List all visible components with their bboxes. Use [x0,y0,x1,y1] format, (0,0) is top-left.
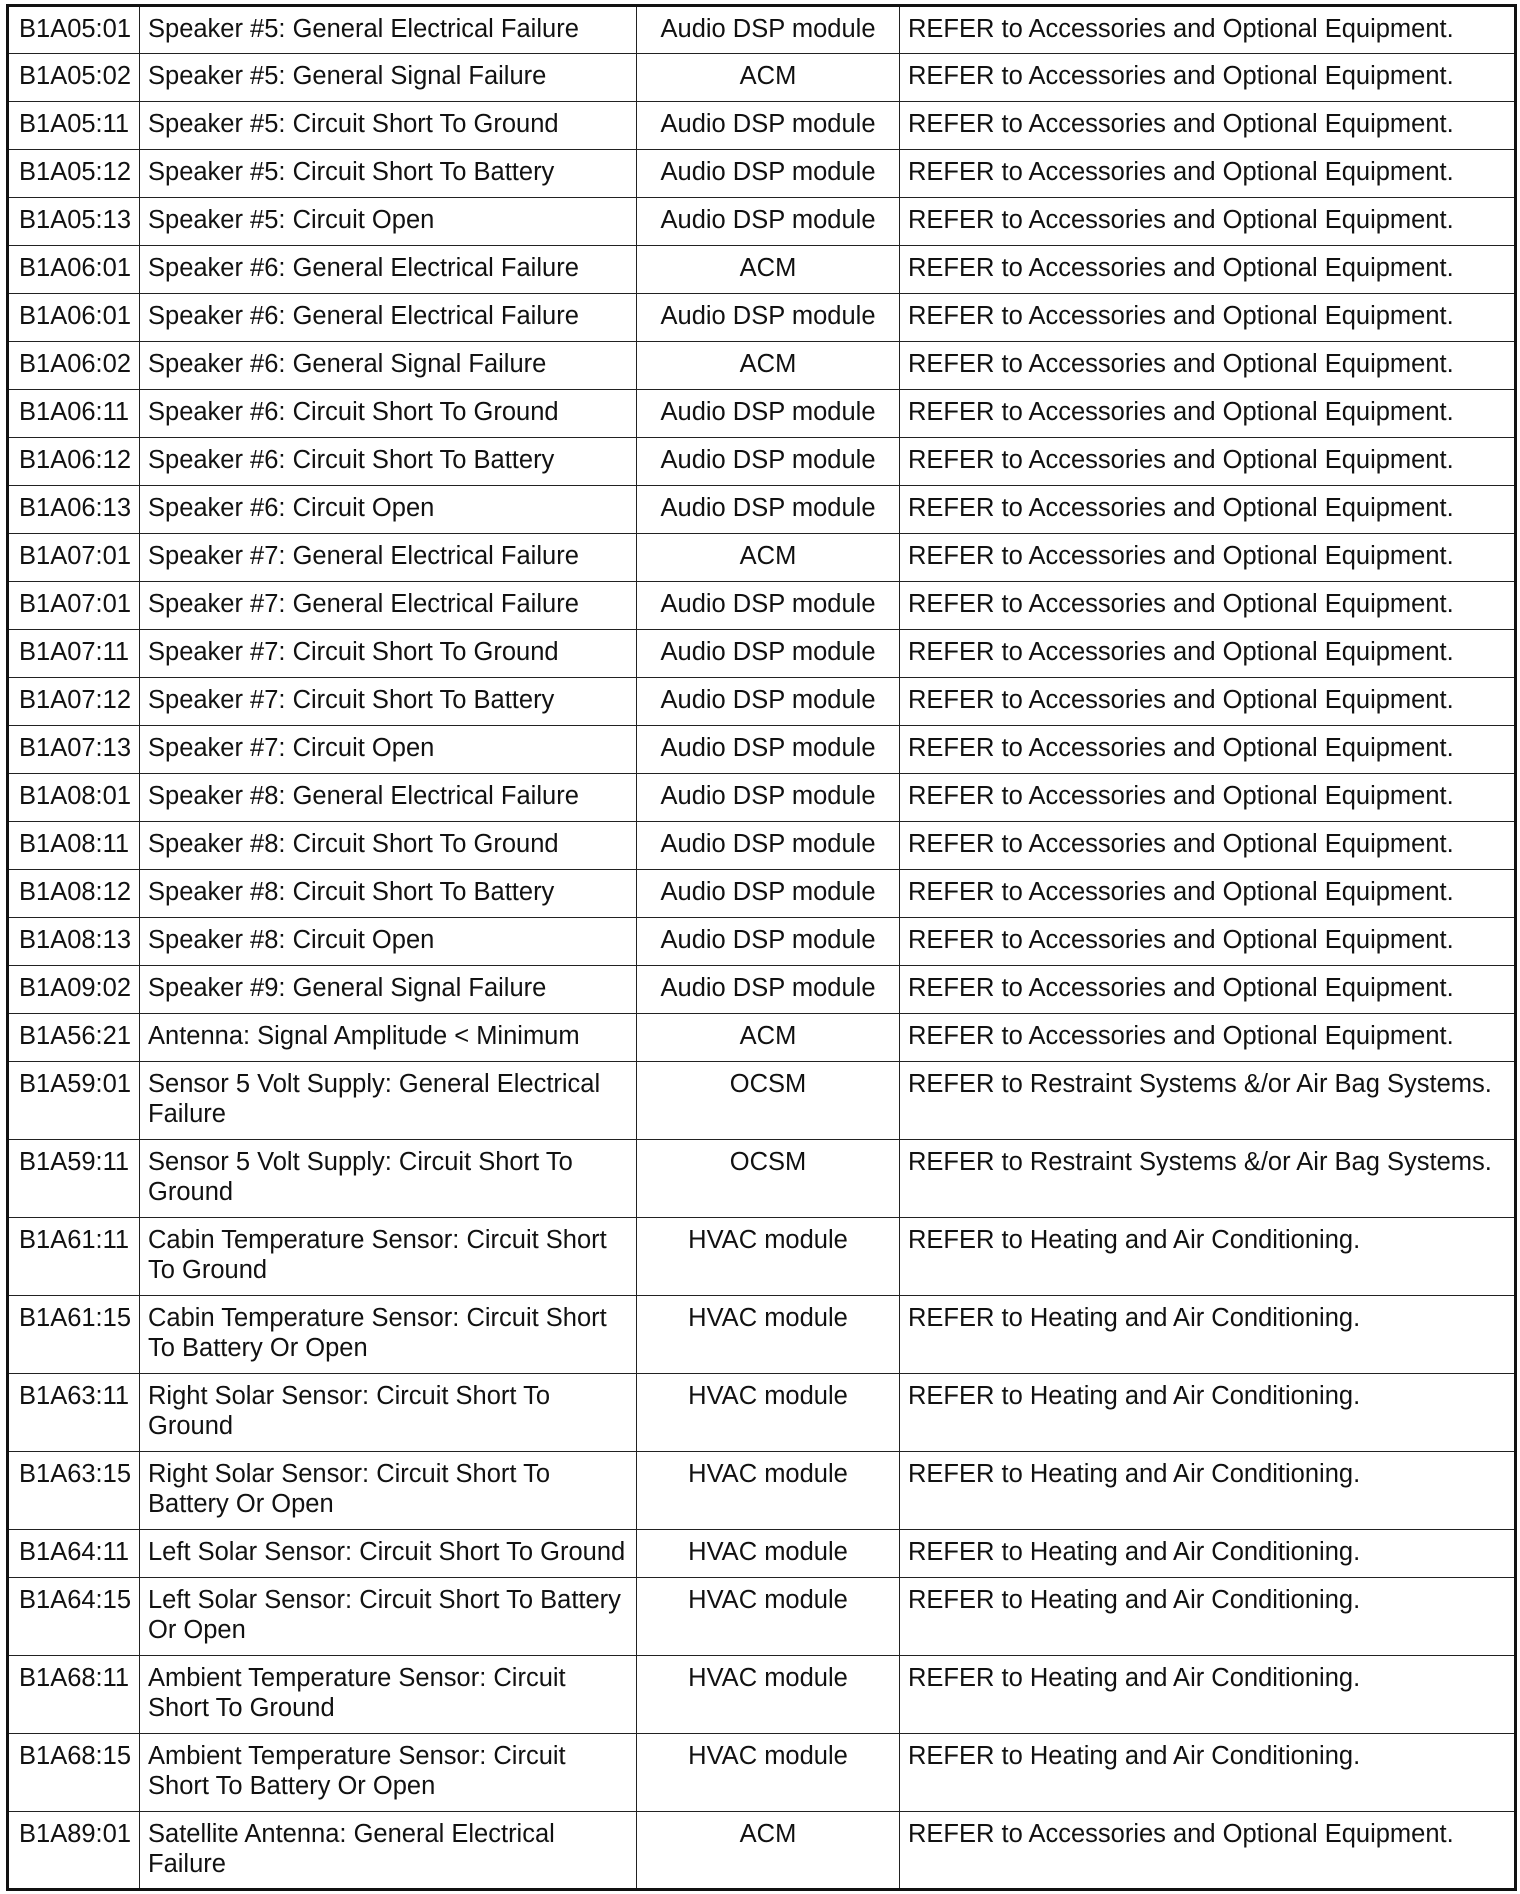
dtc-description-cell: Sensor 5 Volt Supply: General Electrical Failure [140,1062,637,1140]
dtc-description-cell: Speaker #6: General Signal Failure [140,342,637,390]
dtc-code-cell: B1A08:11 [8,822,140,870]
dtc-description-cell: Speaker #5: General Signal Failure [140,54,637,102]
dtc-action-cell: REFER to Accessories and Optional Equipment. [900,630,1516,678]
table-row [8,1812,1516,1890]
table-row [8,1452,1516,1530]
dtc-action-cell: REFER to Accessories and Optional Equipment. [900,1014,1516,1062]
dtc-code-cell: B1A08:01 [8,774,140,822]
table-row [8,1014,1516,1062]
dtc-action-cell: REFER to Accessories and Optional Equipment. [900,6,1516,54]
table-row [8,294,1516,342]
table-row [8,534,1516,582]
dtc-module-cell: OCSM [637,1140,900,1218]
dtc-action-cell: REFER to Accessories and Optional Equipment. [900,726,1516,774]
dtc-description-cell: Ambient Temperature Sensor: Circuit Short To Ground [140,1656,637,1734]
table-row [8,726,1516,774]
dtc-description-cell: Speaker #8: Circuit Open [140,918,637,966]
dtc-module-cell: Audio DSP module [637,6,900,54]
dtc-module-cell: Audio DSP module [637,438,900,486]
dtc-module-cell: HVAC module [637,1218,900,1296]
dtc-code-cell: B1A05:11 [8,102,140,150]
table-row [8,966,1516,1014]
dtc-module-cell: OCSM [637,1062,900,1140]
dtc-code-cell: B1A05:12 [8,150,140,198]
table-row [8,918,1516,966]
table-row [8,342,1516,390]
dtc-module-cell: HVAC module [637,1374,900,1452]
dtc-action-cell: REFER to Heating and Air Conditioning. [900,1374,1516,1452]
dtc-description-cell: Cabin Temperature Sensor: Circuit Short To Ground [140,1218,637,1296]
table-row [8,630,1516,678]
dtc-action-cell: REFER to Accessories and Optional Equipment. [900,918,1516,966]
dtc-description-cell: Speaker #8: General Electrical Failure [140,774,637,822]
table-row [8,1062,1516,1140]
table-row [8,1218,1516,1296]
table-row [8,198,1516,246]
table-row [8,774,1516,822]
dtc-module-cell: ACM [637,534,900,582]
table-row [8,1140,1516,1218]
dtc-module-cell: Audio DSP module [637,294,900,342]
dtc-action-cell: REFER to Heating and Air Conditioning. [900,1578,1516,1656]
dtc-code-cell: B1A56:21 [8,1014,140,1062]
dtc-action-cell: REFER to Accessories and Optional Equipment. [900,582,1516,630]
dtc-code-cell: B1A68:15 [8,1734,140,1812]
dtc-code-cell: B1A64:15 [8,1578,140,1656]
dtc-action-cell: REFER to Accessories and Optional Equipment. [900,822,1516,870]
dtc-module-cell: Audio DSP module [637,486,900,534]
dtc-action-cell: REFER to Accessories and Optional Equipment. [900,678,1516,726]
dtc-module-cell: Audio DSP module [637,822,900,870]
dtc-module-cell: Audio DSP module [637,966,900,1014]
dtc-code-cell: B1A07:12 [8,678,140,726]
dtc-code-cell: B1A06:13 [8,486,140,534]
dtc-module-cell: Audio DSP module [637,918,900,966]
dtc-action-cell: REFER to Heating and Air Conditioning. [900,1452,1516,1530]
dtc-code-cell: B1A06:12 [8,438,140,486]
dtc-code-cell: B1A59:01 [8,1062,140,1140]
dtc-code-cell: B1A64:11 [8,1530,140,1578]
dtc-description-cell: Speaker #8: Circuit Short To Battery [140,870,637,918]
table-row [8,150,1516,198]
dtc-table [6,4,1517,1891]
table-row [8,1374,1516,1452]
dtc-description-cell: Speaker #7: Circuit Open [140,726,637,774]
dtc-description-cell: Speaker #6: Circuit Short To Ground [140,390,637,438]
dtc-module-cell: ACM [637,1812,900,1890]
dtc-description-cell: Speaker #5: Circuit Short To Ground [140,102,637,150]
dtc-module-cell: Audio DSP module [637,774,900,822]
dtc-code-cell: B1A89:01 [8,1812,140,1890]
table-row [8,870,1516,918]
dtc-code-cell: B1A09:02 [8,966,140,1014]
dtc-code-cell: B1A61:11 [8,1218,140,1296]
dtc-action-cell: REFER to Heating and Air Conditioning. [900,1656,1516,1734]
dtc-action-cell: REFER to Accessories and Optional Equipment. [900,294,1516,342]
dtc-description-cell: Left Solar Sensor: Circuit Short To Battery Or Open [140,1578,637,1656]
dtc-code-cell: B1A68:11 [8,1656,140,1734]
dtc-action-cell: REFER to Restraint Systems &/or Air Bag Systems. [900,1062,1516,1140]
dtc-module-cell: ACM [637,246,900,294]
table-row [8,438,1516,486]
dtc-action-cell: REFER to Accessories and Optional Equipment. [900,486,1516,534]
dtc-action-cell: REFER to Accessories and Optional Equipment. [900,390,1516,438]
table-row [8,102,1516,150]
dtc-code-cell: B1A08:12 [8,870,140,918]
dtc-code-cell: B1A05:02 [8,54,140,102]
table-row [8,822,1516,870]
table-row [8,6,1516,54]
dtc-description-cell: Antenna: Signal Amplitude < Minimum [140,1014,637,1062]
dtc-module-cell: HVAC module [637,1578,900,1656]
dtc-action-cell: REFER to Accessories and Optional Equipment. [900,870,1516,918]
table-row [8,246,1516,294]
dtc-action-cell: REFER to Accessories and Optional Equipment. [900,1812,1516,1890]
dtc-code-cell: B1A05:01 [8,6,140,54]
dtc-description-cell: Sensor 5 Volt Supply: Circuit Short To Ground [140,1140,637,1218]
table-row [8,678,1516,726]
dtc-description-cell: Speaker #7: General Electrical Failure [140,534,637,582]
dtc-description-cell: Cabin Temperature Sensor: Circuit Short To Battery Or Open [140,1296,637,1374]
dtc-module-cell: Audio DSP module [637,630,900,678]
dtc-action-cell: REFER to Accessories and Optional Equipment. [900,342,1516,390]
dtc-module-cell: Audio DSP module [637,390,900,438]
dtc-code-cell: B1A06:02 [8,342,140,390]
table-row [8,1296,1516,1374]
dtc-module-cell: HVAC module [637,1734,900,1812]
dtc-module-cell: Audio DSP module [637,678,900,726]
dtc-action-cell: REFER to Accessories and Optional Equipment. [900,774,1516,822]
dtc-module-cell: HVAC module [637,1530,900,1578]
dtc-code-cell: B1A06:11 [8,390,140,438]
dtc-description-cell: Speaker #7: Circuit Short To Ground [140,630,637,678]
dtc-code-cell: B1A61:15 [8,1296,140,1374]
dtc-code-cell: B1A07:01 [8,534,140,582]
dtc-code-cell: B1A05:13 [8,198,140,246]
dtc-module-cell: Audio DSP module [637,198,900,246]
dtc-code-cell: B1A63:15 [8,1452,140,1530]
dtc-module-cell: HVAC module [637,1452,900,1530]
dtc-code-cell: B1A59:11 [8,1140,140,1218]
dtc-description-cell: Speaker #6: Circuit Short To Battery [140,438,637,486]
table-row [8,1656,1516,1734]
dtc-module-cell: Audio DSP module [637,582,900,630]
dtc-description-cell: Speaker #6: General Electrical Failure [140,294,637,342]
dtc-description-cell: Satellite Antenna: General Electrical Failure [140,1812,637,1890]
dtc-code-cell: B1A07:13 [8,726,140,774]
table-row [8,486,1516,534]
dtc-action-cell: REFER to Accessories and Optional Equipment. [900,246,1516,294]
dtc-module-cell: ACM [637,1014,900,1062]
dtc-code-cell: B1A08:13 [8,918,140,966]
dtc-action-cell: REFER to Restraint Systems &/or Air Bag Systems. [900,1140,1516,1218]
dtc-action-cell: REFER to Accessories and Optional Equipment. [900,150,1516,198]
dtc-description-cell: Speaker #9: General Signal Failure [140,966,637,1014]
dtc-action-cell: REFER to Heating and Air Conditioning. [900,1218,1516,1296]
dtc-code-cell: B1A63:11 [8,1374,140,1452]
dtc-code-cell: B1A07:11 [8,630,140,678]
dtc-module-cell: Audio DSP module [637,150,900,198]
dtc-code-cell: B1A06:01 [8,294,140,342]
dtc-action-cell: REFER to Accessories and Optional Equipment. [900,198,1516,246]
dtc-action-cell: REFER to Heating and Air Conditioning. [900,1530,1516,1578]
dtc-description-cell: Speaker #6: General Electrical Failure [140,246,637,294]
dtc-module-cell: HVAC module [637,1656,900,1734]
dtc-module-cell: Audio DSP module [637,870,900,918]
dtc-description-cell: Speaker #7: General Electrical Failure [140,582,637,630]
table-row [8,390,1516,438]
dtc-module-cell: Audio DSP module [637,726,900,774]
dtc-action-cell: REFER to Accessories and Optional Equipment. [900,966,1516,1014]
dtc-action-cell: REFER to Accessories and Optional Equipment. [900,54,1516,102]
dtc-module-cell: HVAC module [637,1296,900,1374]
dtc-description-cell: Speaker #6: Circuit Open [140,486,637,534]
table-row [8,582,1516,630]
table-row [8,1734,1516,1812]
dtc-description-cell: Speaker #7: Circuit Short To Battery [140,678,637,726]
dtc-description-cell: Left Solar Sensor: Circuit Short To Ground [140,1530,637,1578]
dtc-description-cell: Right Solar Sensor: Circuit Short To Battery Or Open [140,1452,637,1530]
dtc-action-cell: REFER to Accessories and Optional Equipment. [900,438,1516,486]
dtc-description-cell: Speaker #5: General Electrical Failure [140,6,637,54]
dtc-code-cell: B1A06:01 [8,246,140,294]
dtc-action-cell: REFER to Heating and Air Conditioning. [900,1734,1516,1812]
dtc-description-cell: Speaker #5: Circuit Open [140,198,637,246]
table-row [8,54,1516,102]
dtc-action-cell: REFER to Accessories and Optional Equipment. [900,102,1516,150]
dtc-description-cell: Speaker #5: Circuit Short To Battery [140,150,637,198]
dtc-module-cell: Audio DSP module [637,102,900,150]
dtc-description-cell: Speaker #8: Circuit Short To Ground [140,822,637,870]
dtc-description-cell: Ambient Temperature Sensor: Circuit Short To Battery Or Open [140,1734,637,1812]
dtc-module-cell: ACM [637,54,900,102]
table-row [8,1578,1516,1656]
dtc-description-cell: Right Solar Sensor: Circuit Short To Ground [140,1374,637,1452]
dtc-action-cell: REFER to Accessories and Optional Equipment. [900,534,1516,582]
dtc-code-cell: B1A07:01 [8,582,140,630]
table-row [8,1530,1516,1578]
dtc-action-cell: REFER to Heating and Air Conditioning. [900,1296,1516,1374]
dtc-module-cell: ACM [637,342,900,390]
